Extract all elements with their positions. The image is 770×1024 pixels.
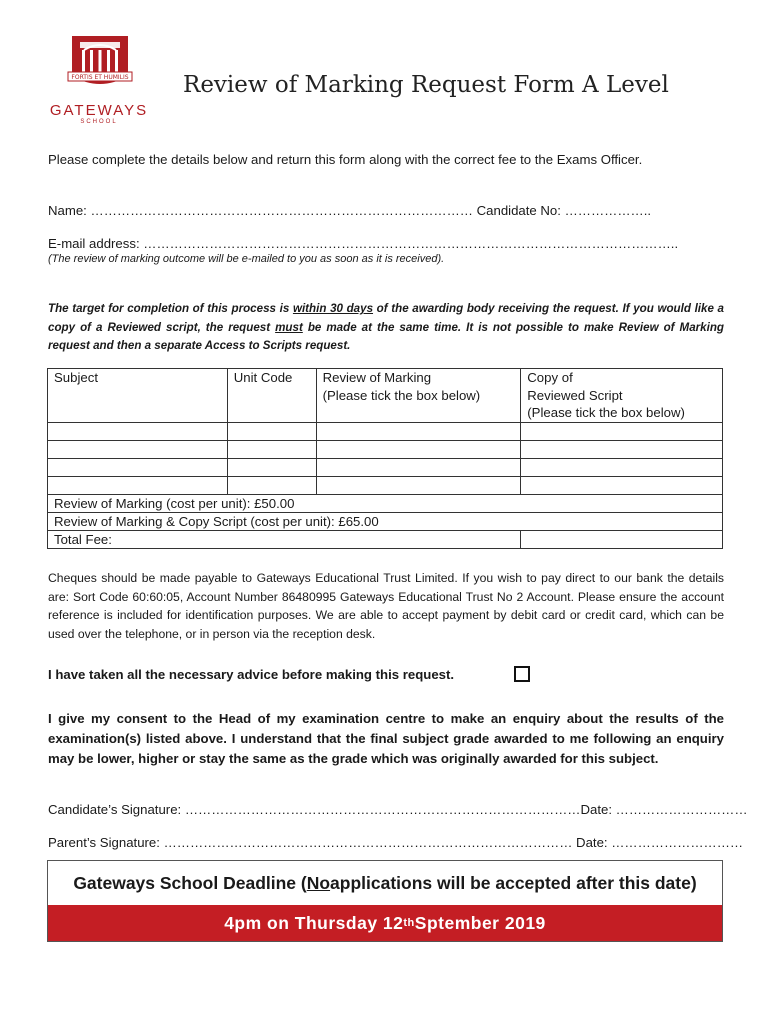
- advice-checkbox[interactable]: [514, 666, 530, 682]
- candidate-no-field[interactable]: ………………..: [564, 203, 652, 218]
- total-fee-field[interactable]: [521, 530, 723, 548]
- intro-text: Please complete the details below and return this form along with the correct fee to the Exams Officer.: [48, 152, 643, 167]
- header-review: Review of Marking (Please tick the box below): [316, 369, 521, 423]
- email-row: [48, 236, 678, 251]
- subjects-table: [47, 368, 723, 549]
- total-fee-label: Total Fee:: [48, 530, 521, 548]
- deadline-date-banner: 4pm on Thursday 12 th Sptember 2019: [48, 905, 722, 941]
- email-label: E-mail address:: [48, 236, 140, 251]
- name-label: Name:: [48, 203, 87, 218]
- header-subject: Subject: [48, 369, 228, 423]
- parent-signature-line[interactable]: Parent’s Signature: ………………………………………………………………………………… Date: …………………………: [48, 835, 744, 850]
- crest-motto: FORTIS ET HUMILIS: [71, 74, 129, 81]
- fee-review-row: Review of Marking (cost per unit): £50.00: [48, 494, 723, 512]
- header-copy: Copy of Reviewed Script (Please tick the box below): [521, 369, 723, 423]
- header-unit-code: Unit Code: [227, 369, 316, 423]
- email-field[interactable]: …………………………………………………………………………………………………………..: [143, 236, 679, 251]
- email-note: (The review of marking outcome will be e-mailed to you as soon as it is received).: [48, 253, 445, 265]
- table-row: [48, 440, 723, 458]
- advice-statement: I have taken all the necessary advice before making this request.: [48, 667, 455, 682]
- candidate-signature-line[interactable]: Candidate’s Signature: ………………………………………………………………………………Date: …………………………: [48, 802, 748, 817]
- consent-statement: I give my consent to the Head of my examination centre to make an enquiry about the results of the examination(s) listed above. I understand that the final subject grade awarded to me following an enquiry may be lower, higher or stay the same as the grade which was originally awarded for this subject.: [48, 711, 724, 766]
- target-notice: The target for completion of this process is within 30 days of the awarding body receiving the request. If you would like a copy of a Reviewed script, the request must be made at the same time. It is not possible to make Review of Marking request and then a separate Access to Scripts request.: [48, 302, 725, 352]
- table-row: [48, 458, 723, 476]
- deadline-heading: Gateways School Deadline ( No applications will be accepted after this date): [73, 872, 697, 893]
- form-title: Review of Marking Request Form A Level: [183, 72, 669, 98]
- total-fee-row: [48, 530, 723, 548]
- table-header-row: [48, 369, 723, 423]
- name-row: [48, 203, 651, 218]
- deadline-box: [47, 860, 723, 942]
- school-name: GATEWAYS: [49, 102, 149, 119]
- table-row: [48, 476, 723, 494]
- name-field[interactable]: ……………………………………………………………………………: [90, 203, 473, 218]
- school-subtitle: SCHOOL: [80, 119, 118, 125]
- candidate-no-label: Candidate No:: [476, 203, 561, 218]
- table-row: [48, 422, 723, 440]
- payment-info: Cheques should be made payable to Gateways Educational Trust Limited. If you wish to pay direct to our bank the details are: Sort Code 60:60:05, Account Number 86480995 Gateways Educational Trust No 2 Account. Please ensure the account reference is included for identification purposes. We are able to accept payment by debit card or credit card, which can be used over the telephone, or in person via the reception desk.: [48, 571, 724, 641]
- fee-copy-row: Review of Marking & Copy Script (cost per unit): £65.00: [48, 512, 723, 530]
